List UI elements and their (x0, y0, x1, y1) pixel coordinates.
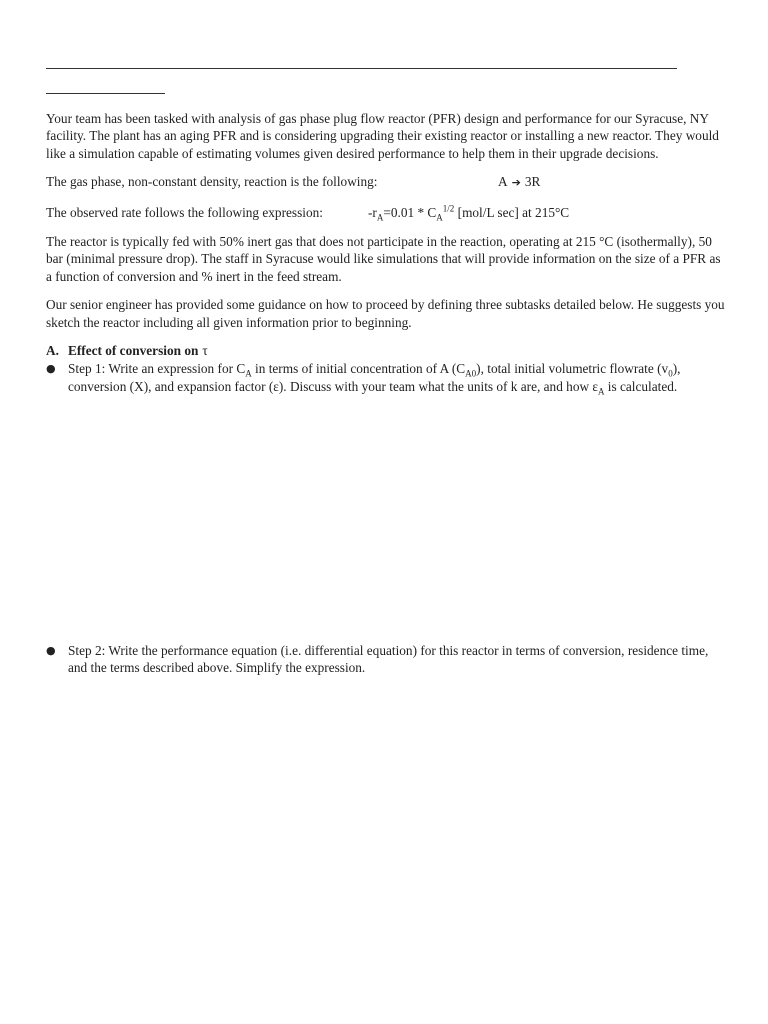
step-1-text: Step 1: Write an expression for $C_A$ in terms of initial concentration of A $(C_{A0})$, total initial volumetric flowrate $(v_0)$, conversion (X), and expansion factor (ε). Discuss with your team what the units of k are, and how $\varepsilon_A$ is calculated. (68, 361, 681, 397)
bullet-icon: ● (46, 644, 56, 657)
product: 3R (524, 174, 541, 190)
section-a-title: Effect of conversion on (68, 343, 199, 359)
rate-statement (46, 204, 726, 221)
step-2-item (46, 642, 726, 677)
header-rule-short (46, 93, 165, 94)
reaction-arrow-icon: ➔ (511, 176, 521, 190)
guidance-paragraph: Our senior engineer has provided some guidance on how to proceed by defining three subtasks detailed below. He suggests you sketch the reactor including all given information prior to beginning. (46, 297, 725, 330)
step-1-item (46, 360, 726, 395)
reaction-label: The gas phase, non-constant density, reaction is the following: (46, 174, 378, 190)
section-a-letter: A. (46, 343, 59, 359)
document-body (46, 110, 726, 395)
reactant: A (498, 174, 508, 190)
step-2-block (46, 642, 726, 677)
intro-paragraph: Your team has been tasked with analysis of gas phase plug flow reactor (PFR) design and performance for our Syracuse, NY facility. The plant has an aging PFR and is considering upgrading their existing reactor or installing a new reactor. They would like a simulation capable of estimating volumes given desired performance to help them in their upgrade decisions. (46, 111, 719, 161)
reaction-statement (46, 173, 726, 191)
step-2-text: Step 2: Write the performance equation (i.e. differential equation) for this reactor in terms of conversion, residence time, and the terms described above. Simplify the expression. (68, 643, 709, 676)
reaction-equation (498, 173, 540, 191)
rate-label: The observed rate follows the following expression: (46, 204, 323, 220)
section-a-symbol: τ (202, 343, 208, 359)
bullet-icon: ● (46, 362, 56, 376)
rate-expression: $-r_A=0.01 * C_A^{1/2}$ [mol/L sec] at 215°C (368, 203, 570, 223)
section-a-heading (46, 342, 726, 359)
operating-conditions-paragraph: The reactor is typically fed with 50% inert gas that does not participate in the reaction, operating at 215 °C (isothermally), 50 bar (minimal pressure drop). The staff in Syracuse would like simulations that will provide information on the size of a PFR as a function of conversion and % inert in the feed stream. (46, 234, 721, 284)
header-rule-long (46, 68, 677, 69)
